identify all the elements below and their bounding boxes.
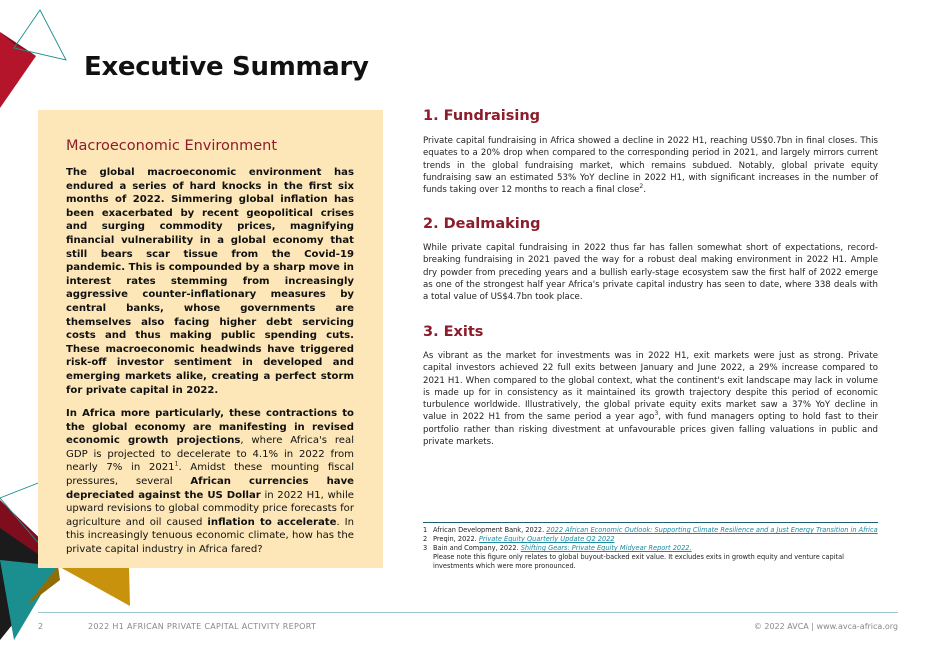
- sidebar-body: [66, 166, 354, 567]
- footer-divider: [38, 612, 898, 613]
- sidebar-heading: Macroeconomic Environment: [66, 138, 278, 154]
- footnote-divider: [423, 522, 878, 523]
- fundraising-tail: .: [643, 185, 646, 196]
- exits-heading: 3. Exits: [423, 324, 484, 340]
- p2-bold-currencies: African currencies have depreciated against the US Dollar: [66, 476, 354, 501]
- p2-text-gdp: , where Africa's real GDP is projected to decelerate to 4.1% in 2022 from nearly 7% in 2021: [66, 435, 354, 474]
- fundraising-heading: 1. Fundraising: [423, 108, 541, 124]
- footnote-3: 3 Bain and Company, 2022. Shifting Gears: Private Equity Midyear Report 2022.: [423, 544, 692, 552]
- fundraising-text: Private capital fundraising in Africa showed a decline in 2022 H1, reaching US$0.7bn in final closes. This equates to a 20% drop when compared to the corresponding period in 2021, and largely mirrors current trends in the global fundraising market, which remains subdued. Notably, global private equity fundraising saw an estimated 53% YoY decline in 2022 H1, with significant increases in the number of funds taking over 12 months to reach a final close: [423, 136, 878, 196]
- exits-body: [423, 350, 878, 448]
- p2-bold-inflation: inflation to accelerate: [207, 516, 337, 528]
- top-red-triangle: [0, 32, 36, 108]
- dealmaking-body: [423, 242, 878, 303]
- dealmaking-heading: 2. Dealmaking: [423, 216, 541, 232]
- page-number: 2: [38, 622, 44, 631]
- footnote-1-link[interactable]: 2022 African Economic Outlook: Supporting Climate Resilience and a Just Energy Transition in Africa: [546, 526, 878, 534]
- p2-text-closing: . In this increasingly tenuous economic climate, how has the private capital industry in Africa fared?: [66, 516, 354, 556]
- footnote-1: 1 African Development Bank, 2022. 2022 African Economic Outlook: Supporting Climate Resilience and a Just Energy Transition in Africa: [423, 526, 878, 534]
- footnotes: [423, 526, 878, 571]
- exits-text: As vibrant as the market for investments was in 2022 H1, exit markets were just as strong. Private capital investors achieved 22 full exits between January and June 2022, a 29% increase compared to 2021 H1. When compared to the global context, what the continent's exit landscape may lack in volume is made up for in consistency as it maintained its growth trajectory despite this period of economic turbulence worldwide. Illustratively, the global private equity exits market saw a 37% YoY decline in value in 2022 H1 from the same period a year ago: [423, 351, 878, 423]
- macro-sidebar: [38, 110, 383, 568]
- footnote-ref-2: 2: [639, 183, 644, 191]
- page-title: Executive Summary: [84, 52, 369, 82]
- dealmaking-text: While private capital fundraising in 2022 thus far has fallen somewhat short of expectations, record-breaking fundraising in 2021 paved the way for a robust deal making environment in 2022 H1. Ample dry powder from preceding years and a bullish early-stage ecosystem saw the first half of 2022 emerge as one of the strongest half year Africa's private capital industry has seen to date, where 338 deals with a total value of US$4.7bn took place.: [423, 243, 878, 303]
- footnote-ref-3: 3: [654, 410, 659, 418]
- sidebar-paragraph-1: The global macroeconomic environment has endured a series of hard knocks in the first six months of 2022. Simmering global inflation has been exacerbated by recent geopolitical crises and surging commodity prices, magnifying financial vulnerability in a global economy that still bears scar tissue from the Covid-19 pandemic. This is compounded by a sharp move in interest rates stemming from increasingly aggressive counter-inflationary measures by central banks, whose governments are themselves also facing higher debt servicing costs and thus making public spending cuts. These macroeconomic headwinds have triggered risk-off investor sentiment in developed and emerging markets alike, creating a perfect storm for private capital in 2022.: [66, 167, 354, 396]
- footnote-2: 2 Preqin, 2022. Private Equity Quarterly Update Q2 2022: [423, 535, 615, 543]
- p2-text-fiscal: . Amidst these mounting fiscal pressures, several: [66, 462, 354, 488]
- fundraising-body: [423, 135, 878, 196]
- footnote-note: Please note this figure only relates to global buyout-backed exit value. It excludes exits in growth equity and venture capital investments which were more pronounced.: [433, 553, 845, 570]
- footer-copyright[interactable]: © 2022 AVCA | www.avca-africa.org: [753, 622, 898, 631]
- footnote-3-link[interactable]: Shifting Gears: Private Equity Midyear Report 2022.: [520, 544, 692, 552]
- p2-bold-growth: In Africa more particularly, these contractions to the global economy are manifesting in revised economic growth projections: [66, 408, 354, 447]
- p2-text-commodity: in 2022 H1, while upward revisions to global commodity price forecasts for agriculture and oil caused: [66, 489, 355, 528]
- footnote-2-link[interactable]: Private Equity Quarterly Update Q2 2022: [478, 535, 615, 543]
- exits-tail: , with fund managers opting to hold fast to their portfolio rather than risking divestment at unfavourable prices given falling valuations in public and private markets.: [423, 412, 878, 448]
- footer-report-title: 2022 H1 AFRICAN PRIVATE CAPITAL ACTIVITY REPORT: [88, 622, 317, 631]
- footnote-ref-1: 1: [174, 461, 179, 469]
- sidebar-paragraph-2: [66, 407, 354, 557]
